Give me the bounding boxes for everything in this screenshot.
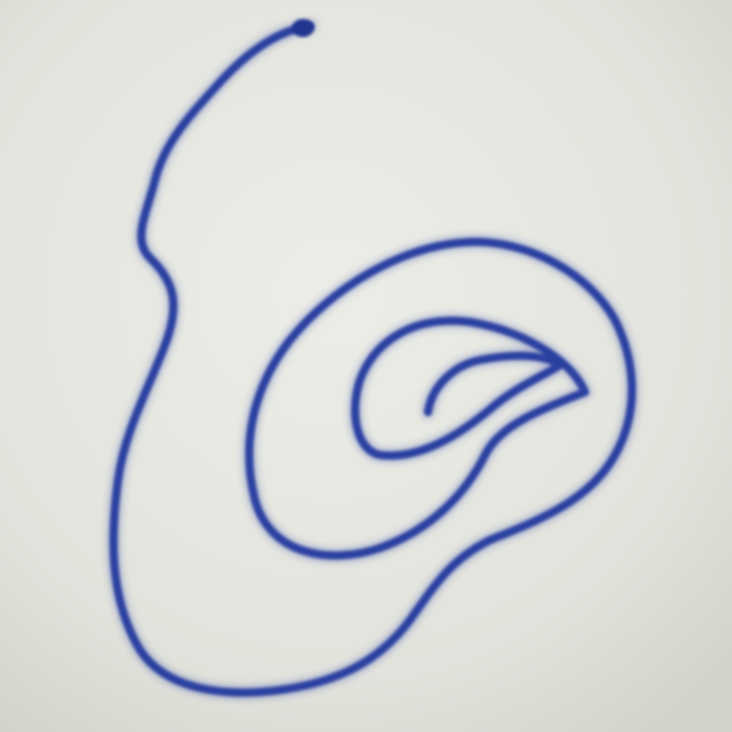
ink-start-blot (292, 19, 314, 37)
